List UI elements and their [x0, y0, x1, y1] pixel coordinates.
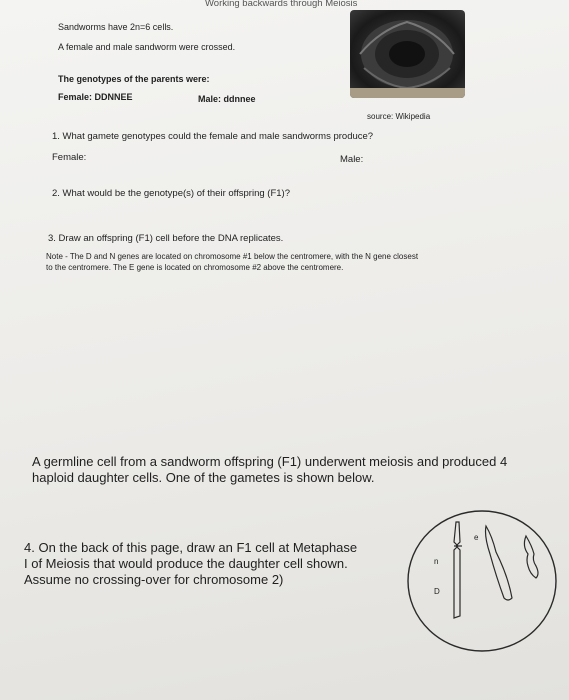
question-1: 1. What gamete genotypes could the female and male sandworms produce? [52, 131, 374, 142]
genotypes-heading: The genotypes of the parents were: [58, 74, 210, 84]
page-title: Working backwards through Meiosis [205, 0, 358, 9]
intro-line-2: A female and male sandworm were crossed. [58, 42, 236, 52]
intro-line-1: Sandworms have 2n=6 cells. [58, 22, 174, 32]
q3-note-line-1: Note - The D and N genes are located on chromosome #1 below the centromere, with the N gene closest [46, 252, 419, 261]
label-d: D [434, 587, 440, 596]
sandworm-image [350, 10, 465, 98]
female-genotype: Female: DDNNEE [58, 92, 133, 102]
gamete-cell-drawing [404, 506, 559, 656]
cell-membrane [408, 511, 556, 651]
chromosome-1 [454, 522, 462, 618]
q3-note-line-2: to the centromere. The E gene is located on chromosome #2 above the centromere. [46, 263, 344, 272]
germline-text: A germline cell from a sandworm offspring (F1) underwent meiosis and produced 4 haploid daughter cells. One of the gametes is shown below. [32, 454, 508, 485]
q1-female-label: Female: [52, 152, 87, 163]
label-n: n [434, 557, 439, 566]
sandworm-photo [350, 10, 465, 98]
question-4: 4. On the back of this page, draw an F1 cell at Metaphase I of Meiosis that would produce the daughter cell shown. Assume no crossing-over for chromosome 2) [24, 540, 358, 587]
q1-male-label: Male: [340, 154, 364, 165]
question-3: 3. Draw an offspring (F1) cell before the DNA replicates. [48, 233, 284, 244]
male-genotype: Male: ddnnee [198, 94, 256, 104]
chromosome-2 [486, 526, 513, 600]
chromosome-3 [524, 536, 538, 578]
label-e: e [474, 533, 479, 542]
image-source: source: Wikipedia [367, 112, 431, 121]
question-2: 2. What would be the genotype(s) of their offspring (F1)? [52, 188, 290, 199]
